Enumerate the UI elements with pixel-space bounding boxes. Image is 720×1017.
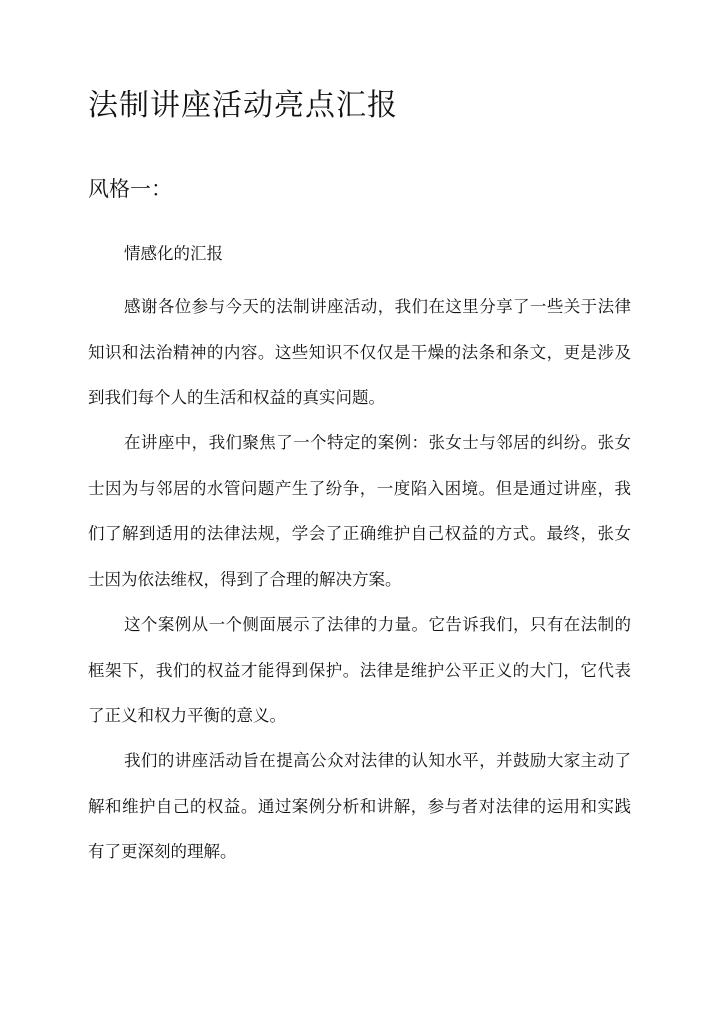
- paragraph-3: 这个案例从一个侧面展示了法律的力量。它告诉我们，只有在法制的框架下，我们的权益才能得到保护。法律是维护公平正义的大门，它代表了正义和权力平衡的意义。: [88, 615, 631, 726]
- paragraph-1: 感谢各位参与今天的法制讲座活动，我们在这里分享了一些关于法律知识和法治精神的内容。这些知识不仅仅是干燥的法条和条文，更是涉及到我们每个人的生活和权益的真实问题。: [88, 297, 631, 408]
- document-title: 法制讲座活动亮点汇报: [88, 88, 398, 123]
- lead-line: 情感化的汇报: [124, 244, 223, 263]
- paragraph-4: 我们的讲座活动旨在提高公众对法律的认知水平，并鼓励大家主动了解和维护自己的权益。通过案例分析和讲解，参与者对法律的运用和实践有了更深刻的理解。: [88, 751, 631, 862]
- paragraph-2: 在讲座中，我们聚焦了一个特定的案例：张女士与邻居的纠纷。张女士因为与邻居的水管问题产生了纷争，一度陷入困境。但是通过讲座，我们了解到适用的法律法规，学会了正确维护自己权益的方式。最终，张女士因为依法维权，得到了合理的解决方案。: [88, 433, 631, 589]
- section-heading: 风格一：: [88, 177, 172, 201]
